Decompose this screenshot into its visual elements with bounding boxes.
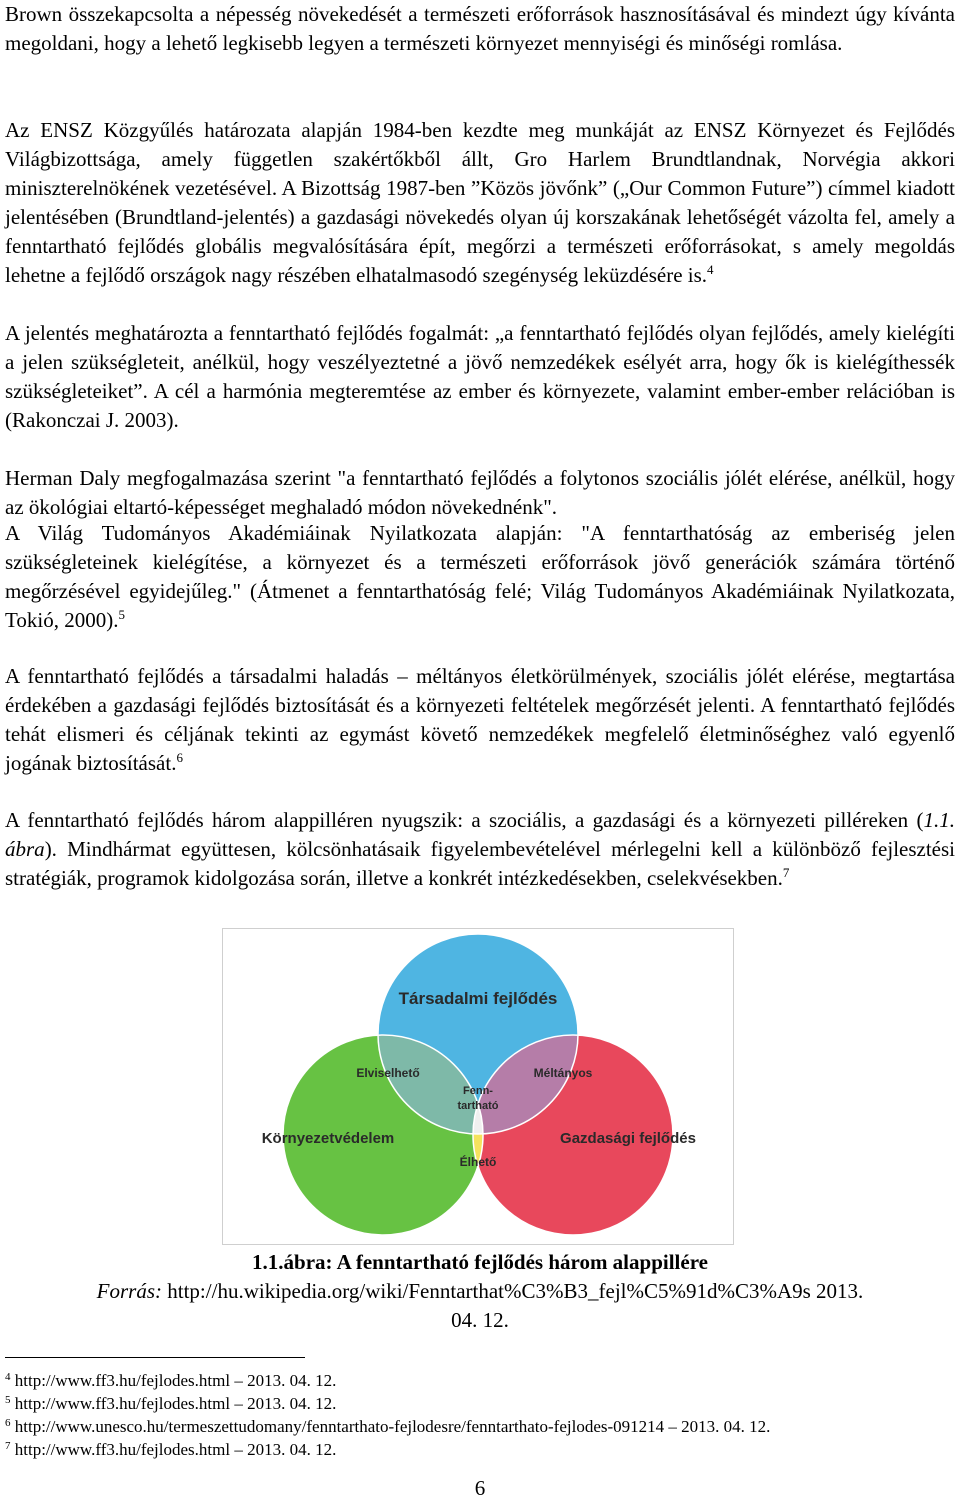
footnote <box>5 1439 336 1461</box>
footnote-number: 6 <box>5 1417 11 1429</box>
paragraph-ensz <box>5 116 955 290</box>
footnote-number: 5 <box>5 1394 11 1406</box>
figure-reference: 1.1. ábra <box>5 808 955 861</box>
footnote-link[interactable]: http://www.ff3.hu/fejlodes.html – 2013. 04. 12. <box>10 1371 337 1390</box>
footnote-ref[interactable]: 6 <box>176 750 183 765</box>
paragraph-text: A fenntartható fejlődés három alappilléren nyugszik: a szociális, a gazdasági és a környezeti pilléreken ( <box>5 808 924 832</box>
paragraph-text: A fenntartható fejlődés a társadalmi haladás – méltányos életkörülmények, szociális jólét elérése, megtartása érdekében a gazdasági fejlődés biztosítását és a környezeti feltételek megőrzését jelenti. A fenntartható fejlődés tehát elismeri és céljának tekinti az egymást követő nemzedékek megfelelő életminőséghez való egyenlő jogának biztosítását. <box>5 664 955 775</box>
label-viable: Élhető <box>459 1155 497 1169</box>
source-label: Forrás: <box>96 1279 163 1303</box>
figure-caption-source <box>0 1279 960 1304</box>
label-sustainable-line2: tartható <box>457 1100 499 1112</box>
paragraph-definition <box>5 319 955 435</box>
label-environmental-protection: Környezetvédelem <box>261 1130 395 1147</box>
figure-caption-title: 1.1.ábra: A fenntartható fejlődés három alappillére <box>252 1250 708 1274</box>
label-bearable: Elviselhető <box>356 1066 420 1080</box>
footnote-number: 7 <box>5 1440 11 1452</box>
footnote <box>5 1393 336 1415</box>
paragraph-academies <box>5 519 955 635</box>
paragraph-text: Herman Daly megfogalmazása szerint "a fenntartható fejlődés a folytonos szociális jólét elérése, anélkül, hogy az ökológiai eltartó-képességet meghaladó módon növekednénk". <box>5 466 955 519</box>
footnote-number: 4 <box>5 1371 11 1383</box>
paragraph-text: Brown összekapcsolta a népesség növekedését a természeti erőforrások hasznosításával és mindezt úgy kívánta megoldani, hogy a lehető legkisebb legyen a természeti környezet mennyiségi és minőségi romlása. <box>5 2 955 55</box>
label-equitable: Méltányos <box>533 1066 593 1080</box>
paragraph-text: Az ENSZ Közgyűlés határozata alapján 1984-ben kezdte meg munkáját az ENSZ Környezet és Fejlődés Világbizottsága, amely független szakértőkből állt, Gro Harlem Brundtlandnak, Norvégia akkori miniszterelnökének vezetésével. A Bizottság 1987-ben ”Közös jövőnk” („Our Common Future”) címmel kiadott jelentésében (Brundtland-jelentés) a gazdasági növekedés olyan új korszakának lehetőségét vázolta fel, amely a fenntartható fejlődés globális megvalósítására épít, megőrzi a természeti erőforrásokat, s amely megoldás lehetne a fejlődő országok nagy részében elhatalmasodó szegénység leküzdésére is. <box>5 118 955 287</box>
paragraph-text: ). Mindhármat együttesen, kölcsönhatásaik figyelembevételével mérlegelni kell a különböző fejlesztési stratégiák, programok kidolgozása során, illetve a konkrét intézkedésekben, cselekvésekben. <box>5 837 955 890</box>
footnote-link[interactable]: http://www.ff3.hu/fejlodes.html – 2013. 04. 12. <box>10 1394 337 1413</box>
label-social-development: Társadalmi fejlődés <box>398 989 558 1008</box>
footnote-ref[interactable]: 5 <box>118 607 125 622</box>
footnote <box>5 1416 770 1438</box>
label-economic-development: Gazdasági fejlődés <box>560 1130 696 1147</box>
paragraph-brown <box>5 0 955 58</box>
source-url[interactable]: http://hu.wikipedia.org/wiki/Fenntarthat%C3%B3_fejl%C5%91d%C3%A9s 2013. <box>162 1279 864 1303</box>
footnote-separator <box>5 1357 305 1358</box>
footnote-ref[interactable]: 7 <box>782 865 790 880</box>
page-number: 6 <box>474 1476 486 1500</box>
paragraph-daly <box>5 464 955 522</box>
paragraph-three-pillars <box>5 806 955 893</box>
paragraph-social-progress <box>5 662 955 778</box>
footnote <box>5 1370 336 1392</box>
footnote-ref[interactable]: 4 <box>707 262 714 277</box>
label-sustainable-line1: Fenn- <box>463 1085 493 1097</box>
venn-diagram-figure <box>222 928 734 1245</box>
venn-diagram <box>223 929 733 1244</box>
figure-caption-date: 04. 12. <box>451 1308 509 1332</box>
footnote-link[interactable]: http://www.unesco.hu/termeszettudomany/fenntarthato-fejlodesre/fenntarthato-fejlodes-091214 – 2013. 04. 12. <box>10 1417 771 1436</box>
paragraph-text: A Világ Tudományos Akadémiáinak Nyilatkozata alapján: "A fenntarthatóság az emberiség jelen szükségleteinek kielégítése, a környezet és a természeti erőforrások jövő generációk számára történő megőrzésével egyidejűleg." (Átmenet a fenntarthatóság felé; Világ Tudományos Akadémiáinak Nyilatkozata, Tokió, 2000). <box>5 521 955 632</box>
footnote-link[interactable]: http://www.ff3.hu/fejlodes.html – 2013. 04. 12. <box>10 1440 337 1459</box>
paragraph-text: A jelentés meghatározta a fenntartható fejlődés fogalmát: „a fenntartható fejlődés olyan fejlődés, amely kielégíti a jelen szükségleteit, anélkül, hogy veszélyeztetné a jövő nemzedékek esélyét arra, hogy ők is kielégíthessék szükségleteiket”. A cél a harmónia megteremtése az ember és környezete, valamint ember-ember relációban is (Rakonczai J. 2003). <box>5 321 955 432</box>
